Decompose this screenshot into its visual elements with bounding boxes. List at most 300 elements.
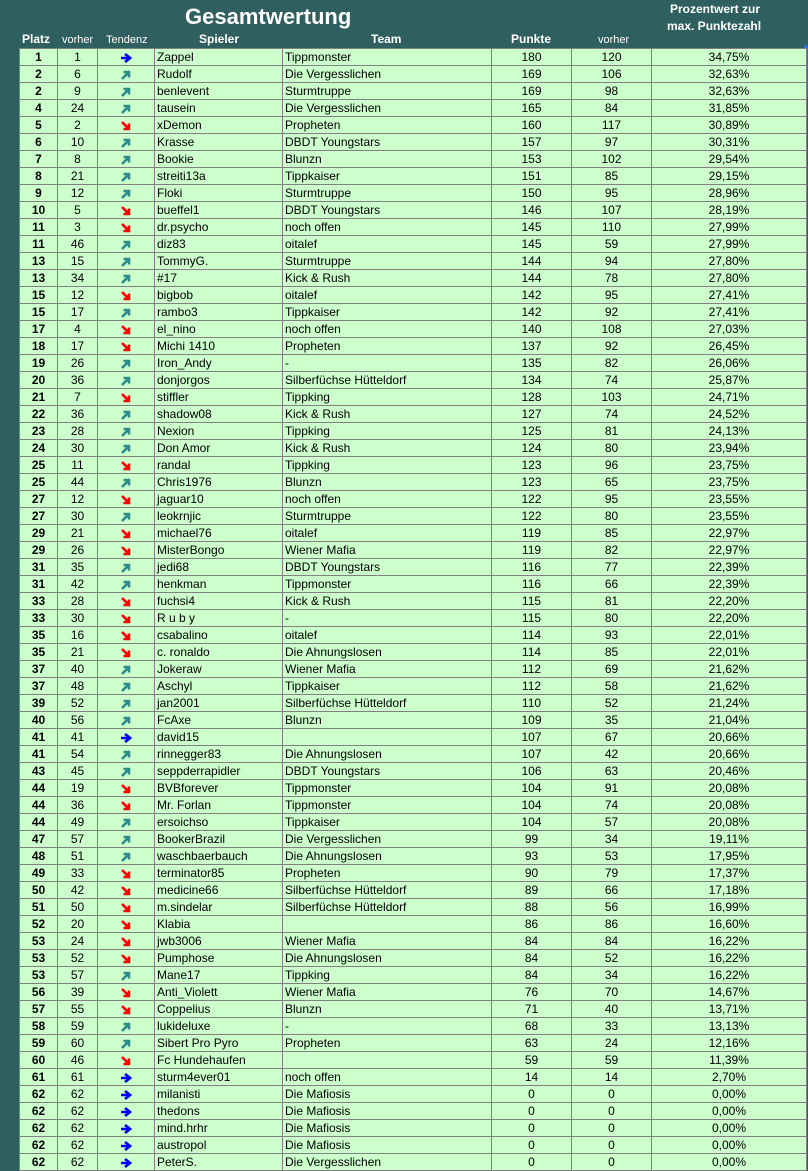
cell-tendenz <box>98 950 155 967</box>
cell-tendenz <box>98 814 155 831</box>
cell-vorher: 42 <box>58 576 98 593</box>
cell-platz: 37 <box>20 661 58 678</box>
cell-platz: 33 <box>20 610 58 627</box>
cell-tendenz <box>98 610 155 627</box>
cell-tendenz <box>98 304 155 321</box>
cell-punkte: 119 <box>492 542 572 559</box>
cell-tendenz <box>98 117 155 134</box>
cell-tendenz <box>98 134 155 151</box>
cell-vorher: 12 <box>58 185 98 202</box>
cell-platz: 35 <box>20 627 58 644</box>
cell-platz: 4 <box>20 100 58 117</box>
table-row <box>20 610 807 627</box>
cell-vorher: 62 <box>58 1086 98 1103</box>
cell-tendenz <box>98 321 155 338</box>
cell-platz: 17 <box>20 321 58 338</box>
cell-vorher: 54 <box>58 746 98 763</box>
arrow-up-right-icon <box>120 664 132 676</box>
cell-tendenz <box>98 338 155 355</box>
cell-spieler: milanisti <box>155 1086 283 1103</box>
cell-punkte: 135 <box>492 355 572 372</box>
cell-team: oitalef <box>283 287 492 304</box>
arrow-up-right-icon <box>120 698 132 710</box>
cell-prozent: 17,95% <box>652 848 807 865</box>
cell-tendenz <box>98 899 155 916</box>
cell-platz: 15 <box>20 304 58 321</box>
cell-vorher: 39 <box>58 984 98 1001</box>
arrow-up-right-icon <box>120 409 132 421</box>
cell-vorher: 42 <box>58 882 98 899</box>
cell-team <box>283 729 492 746</box>
cell-platz: 62 <box>20 1154 58 1171</box>
cell-punkte: 114 <box>492 627 572 644</box>
cell-platz: 41 <box>20 746 58 763</box>
cell-punkte: 89 <box>492 882 572 899</box>
cell-punkte: 107 <box>492 746 572 763</box>
cell-prozent: 19,11% <box>652 831 807 848</box>
cell-team: noch offen <box>283 491 492 508</box>
header-spieler: Spieler <box>199 32 240 46</box>
arrow-up-right-icon <box>120 817 132 829</box>
cell-prozent: 22,97% <box>652 525 807 542</box>
cell-team: Blunzn <box>283 151 492 168</box>
table-row <box>20 270 807 287</box>
cell-vorher-punkte: 33 <box>572 1018 652 1035</box>
cell-prozent: 25,87% <box>652 372 807 389</box>
cell-tendenz <box>98 1154 155 1171</box>
cell-platz: 21 <box>20 389 58 406</box>
table-row <box>20 134 807 151</box>
cell-spieler: donjorgos <box>155 372 283 389</box>
cell-platz: 27 <box>20 491 58 508</box>
cell-team: Kick & Rush <box>283 593 492 610</box>
cell-team: Die Vergesslichen <box>283 831 492 848</box>
cell-prozent: 20,66% <box>652 746 807 763</box>
table-row <box>20 712 807 729</box>
arrow-right-icon <box>120 1123 132 1135</box>
table-row <box>20 882 807 899</box>
cell-prozent: 20,08% <box>652 814 807 831</box>
cell-punkte: 123 <box>492 457 572 474</box>
arrow-up-right-icon <box>120 171 132 183</box>
cell-spieler: seppderrapidler <box>155 763 283 780</box>
cell-platz: 25 <box>20 457 58 474</box>
arrow-down-right-icon <box>120 392 132 404</box>
arrow-down-right-icon <box>120 800 132 812</box>
cell-vorher: 10 <box>58 134 98 151</box>
cell-spieler: BookerBrazil <box>155 831 283 848</box>
cell-vorher: 28 <box>58 423 98 440</box>
cell-prozent: 32,63% <box>652 66 807 83</box>
arrow-up-right-icon <box>120 86 132 98</box>
cell-vorher-punkte: 80 <box>572 508 652 525</box>
cell-team: Kick & Rush <box>283 406 492 423</box>
cell-vorher-punkte: 34 <box>572 831 652 848</box>
table-row <box>20 831 807 848</box>
header-prozent-line1: Prozentwert zur <box>670 2 761 16</box>
cell-team: Propheten <box>283 1035 492 1052</box>
cell-vorher: 55 <box>58 1001 98 1018</box>
cell-team: DBDT Youngstars <box>283 134 492 151</box>
cell-punkte: 116 <box>492 559 572 576</box>
cell-vorher-punkte: 84 <box>572 100 652 117</box>
cell-punkte: 151 <box>492 168 572 185</box>
cell-team: Tippking <box>283 423 492 440</box>
cell-vorher: 26 <box>58 542 98 559</box>
cell-prozent: 22,97% <box>652 542 807 559</box>
cell-prozent: 0,00% <box>652 1103 807 1120</box>
cell-prozent: 0,00% <box>652 1120 807 1137</box>
cell-punkte: 180 <box>492 49 572 66</box>
cell-team: Die Mafiosis <box>283 1120 492 1137</box>
table-row <box>20 304 807 321</box>
table-row <box>20 695 807 712</box>
cell-prozent: 21,24% <box>652 695 807 712</box>
arrow-up-right-icon <box>120 562 132 574</box>
cell-prozent: 14,67% <box>652 984 807 1001</box>
cell-spieler: Krasse <box>155 134 283 151</box>
cell-vorher: 17 <box>58 338 98 355</box>
cell-team: Tippkaiser <box>283 168 492 185</box>
cell-vorher-punkte: 94 <box>572 253 652 270</box>
cell-platz: 13 <box>20 253 58 270</box>
arrow-down-right-icon <box>120 630 132 642</box>
cell-vorher: 3 <box>58 219 98 236</box>
cell-vorher: 30 <box>58 440 98 457</box>
cell-platz: 62 <box>20 1137 58 1154</box>
cell-tendenz <box>98 831 155 848</box>
arrow-up-right-icon <box>120 137 132 149</box>
cell-platz: 52 <box>20 916 58 933</box>
cell-platz: 44 <box>20 780 58 797</box>
cell-spieler: rinnegger83 <box>155 746 283 763</box>
cell-spieler: Don Amor <box>155 440 283 457</box>
table-row <box>20 593 807 610</box>
table-row <box>20 338 807 355</box>
cell-team: Sturmtruppe <box>283 185 492 202</box>
cell-tendenz <box>98 270 155 287</box>
cell-spieler: randal <box>155 457 283 474</box>
cell-vorher-punkte: 92 <box>572 338 652 355</box>
cell-tendenz <box>98 1069 155 1086</box>
cell-platz: 40 <box>20 712 58 729</box>
table-row <box>20 542 807 559</box>
cell-vorher: 44 <box>58 474 98 491</box>
cell-tendenz <box>98 236 155 253</box>
cell-prozent: 34,75% <box>652 49 807 66</box>
cell-punkte: 169 <box>492 66 572 83</box>
cell-vorher: 45 <box>58 763 98 780</box>
table-row <box>20 848 807 865</box>
cell-platz: 43 <box>20 763 58 780</box>
cell-platz: 35 <box>20 644 58 661</box>
cell-prozent: 0,00% <box>652 1137 807 1154</box>
arrow-down-right-icon <box>120 324 132 336</box>
cell-vorher-punkte: 86 <box>572 916 652 933</box>
cell-spieler: xDemon <box>155 117 283 134</box>
cell-team: Die Ahnungslosen <box>283 848 492 865</box>
cell-team: Tippmonster <box>283 49 492 66</box>
cell-vorher-punkte: 96 <box>572 457 652 474</box>
table-row <box>20 1069 807 1086</box>
arrow-up-right-icon <box>120 69 132 81</box>
cell-team: Kick & Rush <box>283 270 492 287</box>
cell-tendenz <box>98 593 155 610</box>
cell-spieler: Mane17 <box>155 967 283 984</box>
cell-vorher: 36 <box>58 406 98 423</box>
cell-punkte: 88 <box>492 899 572 916</box>
cell-tendenz <box>98 1137 155 1154</box>
standings-table <box>19 48 807 1171</box>
cell-platz: 11 <box>20 219 58 236</box>
table-row <box>20 559 807 576</box>
cell-prozent: 27,80% <box>652 270 807 287</box>
cell-team: Sturmtruppe <box>283 83 492 100</box>
cell-vorher: 24 <box>58 933 98 950</box>
cell-tendenz <box>98 168 155 185</box>
cell-vorher: 60 <box>58 1035 98 1052</box>
cell-tendenz <box>98 644 155 661</box>
cell-vorher-punkte: 106 <box>572 66 652 83</box>
cell-prozent: 27,41% <box>652 287 807 304</box>
cell-platz: 29 <box>20 525 58 542</box>
cell-prozent: 30,89% <box>652 117 807 134</box>
cell-vorher: 2 <box>58 117 98 134</box>
cell-vorher-punkte: 58 <box>572 678 652 695</box>
cell-team: Silberfüchse Hütteldorf <box>283 372 492 389</box>
cell-team: Die Vergesslichen <box>283 66 492 83</box>
cell-platz: 29 <box>20 542 58 559</box>
arrow-down-right-icon <box>120 290 132 302</box>
arrow-down-right-icon <box>120 647 132 659</box>
table-row <box>20 457 807 474</box>
cell-team: Die Ahnungslosen <box>283 950 492 967</box>
cell-vorher: 52 <box>58 950 98 967</box>
cell-vorher: 8 <box>58 151 98 168</box>
cell-platz: 59 <box>20 1035 58 1052</box>
table-row <box>20 1001 807 1018</box>
cell-prozent: 22,39% <box>652 576 807 593</box>
cell-platz: 31 <box>20 559 58 576</box>
cell-vorher: 40 <box>58 661 98 678</box>
arrow-up-right-icon <box>120 375 132 387</box>
cell-platz: 23 <box>20 423 58 440</box>
header-team: Team <box>371 32 402 46</box>
cell-team: Die Ahnungslosen <box>283 746 492 763</box>
cell-punkte: 150 <box>492 185 572 202</box>
cell-platz: 53 <box>20 950 58 967</box>
cell-vorher-punkte: 65 <box>572 474 652 491</box>
arrow-up-right-icon <box>120 273 132 285</box>
cell-spieler: R u b y <box>155 610 283 627</box>
cell-spieler: medicine66 <box>155 882 283 899</box>
cell-team: DBDT Youngstars <box>283 202 492 219</box>
cell-punkte: 144 <box>492 270 572 287</box>
table-row <box>20 406 807 423</box>
cell-punkte: 0 <box>492 1120 572 1137</box>
cell-vorher: 16 <box>58 627 98 644</box>
cell-vorher-punkte: 103 <box>572 389 652 406</box>
cell-vorher-punkte: 59 <box>572 236 652 253</box>
cell-vorher: 30 <box>58 508 98 525</box>
cell-vorher: 49 <box>58 814 98 831</box>
cell-punkte: 84 <box>492 950 572 967</box>
table-row <box>20 950 807 967</box>
header-prozent-line2: max. Punktezahl <box>667 19 762 33</box>
cell-vorher-punkte: 81 <box>572 423 652 440</box>
cell-platz: 50 <box>20 882 58 899</box>
cell-vorher-punkte: 85 <box>572 168 652 185</box>
cell-spieler: MisterBongo <box>155 542 283 559</box>
cell-vorher: 4 <box>58 321 98 338</box>
cell-prozent: 20,08% <box>652 797 807 814</box>
cell-vorher: 56 <box>58 712 98 729</box>
cell-punkte: 127 <box>492 406 572 423</box>
cell-vorher: 62 <box>58 1137 98 1154</box>
arrow-down-right-icon <box>120 460 132 472</box>
cell-punkte: 157 <box>492 134 572 151</box>
cell-prozent: 22,39% <box>652 559 807 576</box>
cell-platz: 11 <box>20 236 58 253</box>
cell-prozent: 23,75% <box>652 457 807 474</box>
arrow-up-right-icon <box>120 477 132 489</box>
cell-vorher-punkte: 63 <box>572 763 652 780</box>
cell-vorher: 57 <box>58 967 98 984</box>
cell-spieler: Iron_Andy <box>155 355 283 372</box>
cell-spieler: david15 <box>155 729 283 746</box>
cell-prozent: 29,15% <box>652 168 807 185</box>
table-row <box>20 661 807 678</box>
cell-vorher-punkte: 52 <box>572 950 652 967</box>
cell-prozent: 16,22% <box>652 933 807 950</box>
cell-team: Silberfüchse Hütteldorf <box>283 882 492 899</box>
table-row <box>20 763 807 780</box>
cell-prozent: 13,71% <box>652 1001 807 1018</box>
cell-platz: 8 <box>20 168 58 185</box>
table-row <box>20 355 807 372</box>
cell-vorher-punkte: 80 <box>572 440 652 457</box>
arrow-down-right-icon <box>120 936 132 948</box>
arrow-down-right-icon <box>120 987 132 999</box>
cell-platz: 1 <box>20 49 58 66</box>
cell-punkte: 116 <box>492 576 572 593</box>
table-row <box>20 780 807 797</box>
cell-vorher: 7 <box>58 389 98 406</box>
cell-vorher: 62 <box>58 1154 98 1171</box>
arrow-down-right-icon <box>120 783 132 795</box>
cell-vorher-punkte: 59 <box>572 1052 652 1069</box>
cell-vorher-punkte: 0 <box>572 1120 652 1137</box>
cell-prozent: 24,52% <box>652 406 807 423</box>
cell-spieler: csabalino <box>155 627 283 644</box>
cell-spieler: Klabia <box>155 916 283 933</box>
cell-tendenz <box>98 576 155 593</box>
cell-spieler: Pumphose <box>155 950 283 967</box>
table-row <box>20 729 807 746</box>
table-row <box>20 83 807 100</box>
cell-platz: 62 <box>20 1103 58 1120</box>
cell-team: oitalef <box>283 525 492 542</box>
cell-team: noch offen <box>283 321 492 338</box>
cell-vorher: 17 <box>58 304 98 321</box>
arrow-right-icon <box>120 1157 132 1169</box>
arrow-up-right-icon <box>120 834 132 846</box>
arrow-down-right-icon <box>120 596 132 608</box>
cell-punkte: 99 <box>492 831 572 848</box>
cell-punkte: 115 <box>492 610 572 627</box>
cell-spieler: Chris1976 <box>155 474 283 491</box>
arrow-down-right-icon <box>120 120 132 132</box>
arrow-up-right-icon <box>120 103 132 115</box>
cell-spieler: bigbob <box>155 287 283 304</box>
cell-tendenz <box>98 984 155 1001</box>
cell-vorher-punkte: 56 <box>572 899 652 916</box>
cell-platz: 22 <box>20 406 58 423</box>
cell-prozent: 32,63% <box>652 83 807 100</box>
arrow-down-right-icon <box>120 1004 132 1016</box>
cell-vorher: 12 <box>58 287 98 304</box>
cell-platz: 7 <box>20 151 58 168</box>
cell-punkte: 112 <box>492 678 572 695</box>
cell-tendenz <box>98 1086 155 1103</box>
arrow-down-right-icon <box>120 902 132 914</box>
cell-punkte: 125 <box>492 423 572 440</box>
cell-prozent: 23,75% <box>652 474 807 491</box>
cell-tendenz <box>98 1103 155 1120</box>
cell-punkte: 169 <box>492 83 572 100</box>
cell-spieler: Jokeraw <box>155 661 283 678</box>
cell-punkte: 84 <box>492 933 572 950</box>
table-row <box>20 236 807 253</box>
arrow-right-icon <box>120 52 132 64</box>
cell-platz: 33 <box>20 593 58 610</box>
cell-vorher-punkte: 40 <box>572 1001 652 1018</box>
cell-punkte: 119 <box>492 525 572 542</box>
cell-vorher-punkte: 85 <box>572 644 652 661</box>
cell-prozent: 16,22% <box>652 950 807 967</box>
cell-platz: 51 <box>20 899 58 916</box>
cell-prozent: 27,03% <box>652 321 807 338</box>
cell-team: Blunzn <box>283 474 492 491</box>
cell-team: - <box>283 1018 492 1035</box>
cell-tendenz <box>98 916 155 933</box>
cell-team <box>283 1052 492 1069</box>
table-row <box>20 1103 807 1120</box>
cell-vorher-punkte: 110 <box>572 219 652 236</box>
cell-team: Die Mafiosis <box>283 1103 492 1120</box>
table-row <box>20 1120 807 1137</box>
cell-team: - <box>283 610 492 627</box>
cell-vorher: 6 <box>58 66 98 83</box>
cell-tendenz <box>98 746 155 763</box>
cell-punkte: 137 <box>492 338 572 355</box>
cell-vorher: 36 <box>58 372 98 389</box>
cell-vorher-punkte: 95 <box>572 185 652 202</box>
cell-team: Sturmtruppe <box>283 253 492 270</box>
cell-prozent: 29,54% <box>652 151 807 168</box>
cell-spieler: Nexion <box>155 423 283 440</box>
table-row <box>20 1035 807 1052</box>
cell-vorher: 30 <box>58 610 98 627</box>
table-row <box>20 933 807 950</box>
cell-team: Tippking <box>283 457 492 474</box>
cell-spieler: streiti13a <box>155 168 283 185</box>
arrow-up-right-icon <box>120 426 132 438</box>
cell-platz: 53 <box>20 933 58 950</box>
cell-prozent: 22,20% <box>652 610 807 627</box>
table-row <box>20 899 807 916</box>
cell-team: Propheten <box>283 338 492 355</box>
